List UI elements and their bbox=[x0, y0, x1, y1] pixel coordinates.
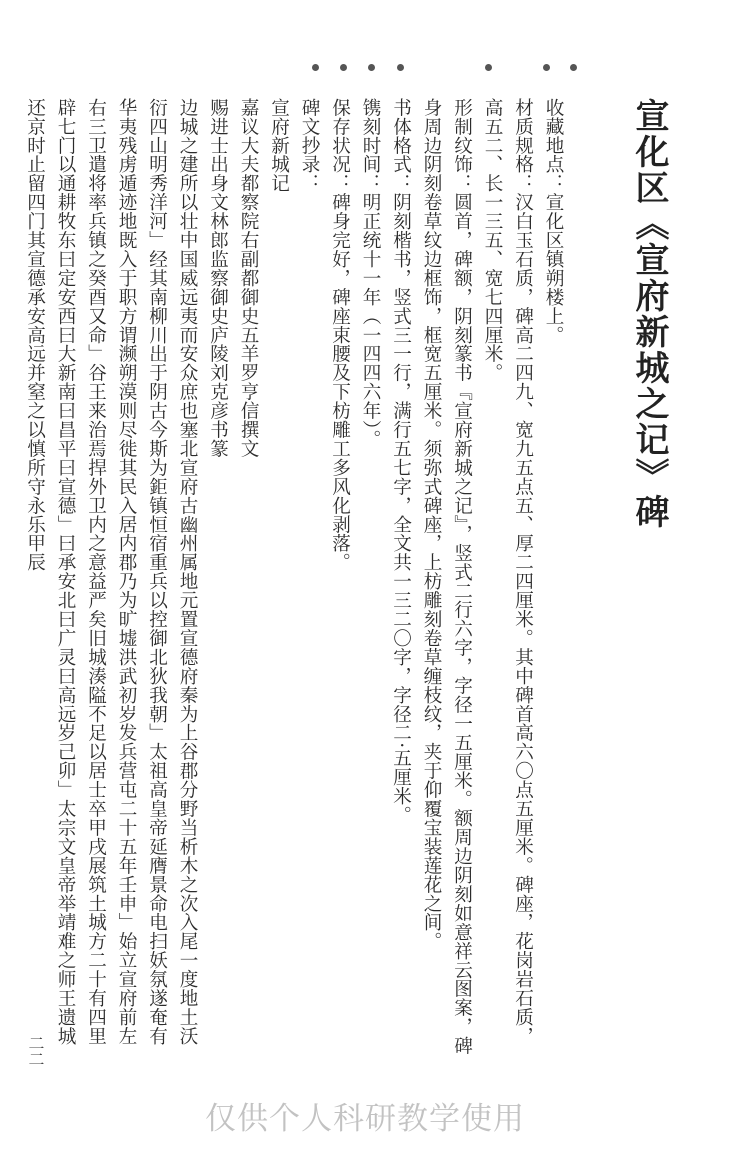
page-title: 宣化区《宣府新城之记》碑 bbox=[629, 98, 669, 530]
document-body bbox=[19, 98, 568, 1058]
decorative-dots bbox=[300, 60, 590, 76]
script-format-label: 书体格式： bbox=[390, 98, 412, 193]
preservation-status-label: 保存状况： bbox=[329, 98, 351, 193]
script-format bbox=[385, 98, 416, 1058]
dot-ornament bbox=[543, 64, 550, 71]
inscription-calligrapher: 赐进士出身文林郎监察御史庐陵刘克彦书篆 bbox=[207, 98, 229, 459]
engraving-date bbox=[355, 98, 386, 1058]
material-specs: 材质规格：汉白玉石质，碑高二四九、宽九五点五、厚二四厘米。其中碑首高六〇点五厘米。碑座，花岗岩石质，高五二、长一三五、宽七四厘米。 bbox=[482, 98, 534, 1046]
preservation-status bbox=[324, 98, 355, 1058]
engraving-date-label: 镌刻时间： bbox=[360, 98, 381, 193]
dot-ornament bbox=[485, 64, 492, 71]
dot-ornament bbox=[570, 64, 577, 71]
dot-ornament bbox=[312, 64, 319, 71]
preservation-status-value: 碑身完好，碑座束腰及下枋雕工多风化剥落。 bbox=[329, 192, 351, 572]
engraving-date-value: 明正统十一年（一四四六年）。 bbox=[360, 192, 381, 449]
watermark: 仅供个人科研教学使用 bbox=[205, 1101, 525, 1137]
inscription-author: 嘉议大夫都察院右副都御史五羊罗亨信撰文 bbox=[238, 98, 259, 459]
dot-ornament bbox=[368, 64, 375, 71]
form-decoration: 形制纹饰：圆首，碑额，阴刻篆书『宣府新城之记』，竖式二行六字，字径一五厘米。额周边阴刻如意祥云图案，碑身周边阴刻卷草纹边框饰，框宽五厘米。须弥式碑座，上枋雕刻卷草缠枝纹，夹于仰覆宝装莲花之间。 bbox=[421, 98, 473, 1056]
page-number: 二二 bbox=[26, 1035, 45, 1067]
dot-ornament bbox=[397, 64, 404, 71]
dot-ornament bbox=[340, 64, 347, 71]
transcription-label: 碑文抄录： bbox=[299, 98, 320, 193]
inscription-body: 边城之建所以壮中国威远夷而安众庶也塞北宣府古幽州属地元置宣德府秦为上谷郡分野当析木之次入尾一度地土沃衍四山明秀洋河」经其南柳川出于阴古今斯为鉅镇恒宿重兵以控御北狄我朝」太祖高皇帝延膺景命电扫妖氛遂奄有华夷残虏遁迹地既入于职方谓濒朔漠则尽徙其民入居内郡乃为旷墟洪武初岁发兵营屯二十五年壬申」始立宣府前左右三卫遣将率兵镇之癸酉又命」谷王来治焉捍外卫内之意益严矣旧城湊隘不足以居士卒甲戌展筑土城方二十有四里辟七门以通耕牧东曰定安西曰大新南曰昌平曰宣德」曰承安北曰广灵曰高远岁己卯」太宗文皇帝举靖难之师王遗城还京时止留四门其宣德承安高远并窒之以慎所守永乐甲辰 bbox=[24, 98, 198, 1046]
inscription-heading: 宣府新城记 bbox=[268, 98, 290, 193]
collection-location: 收藏地点：宣化区镇朔楼上。 bbox=[543, 98, 564, 345]
script-format-value: 阴刻楷书，竖式三一行，满行五七字，全文共一三二〇字，字径二·五厘米。 bbox=[390, 192, 412, 825]
